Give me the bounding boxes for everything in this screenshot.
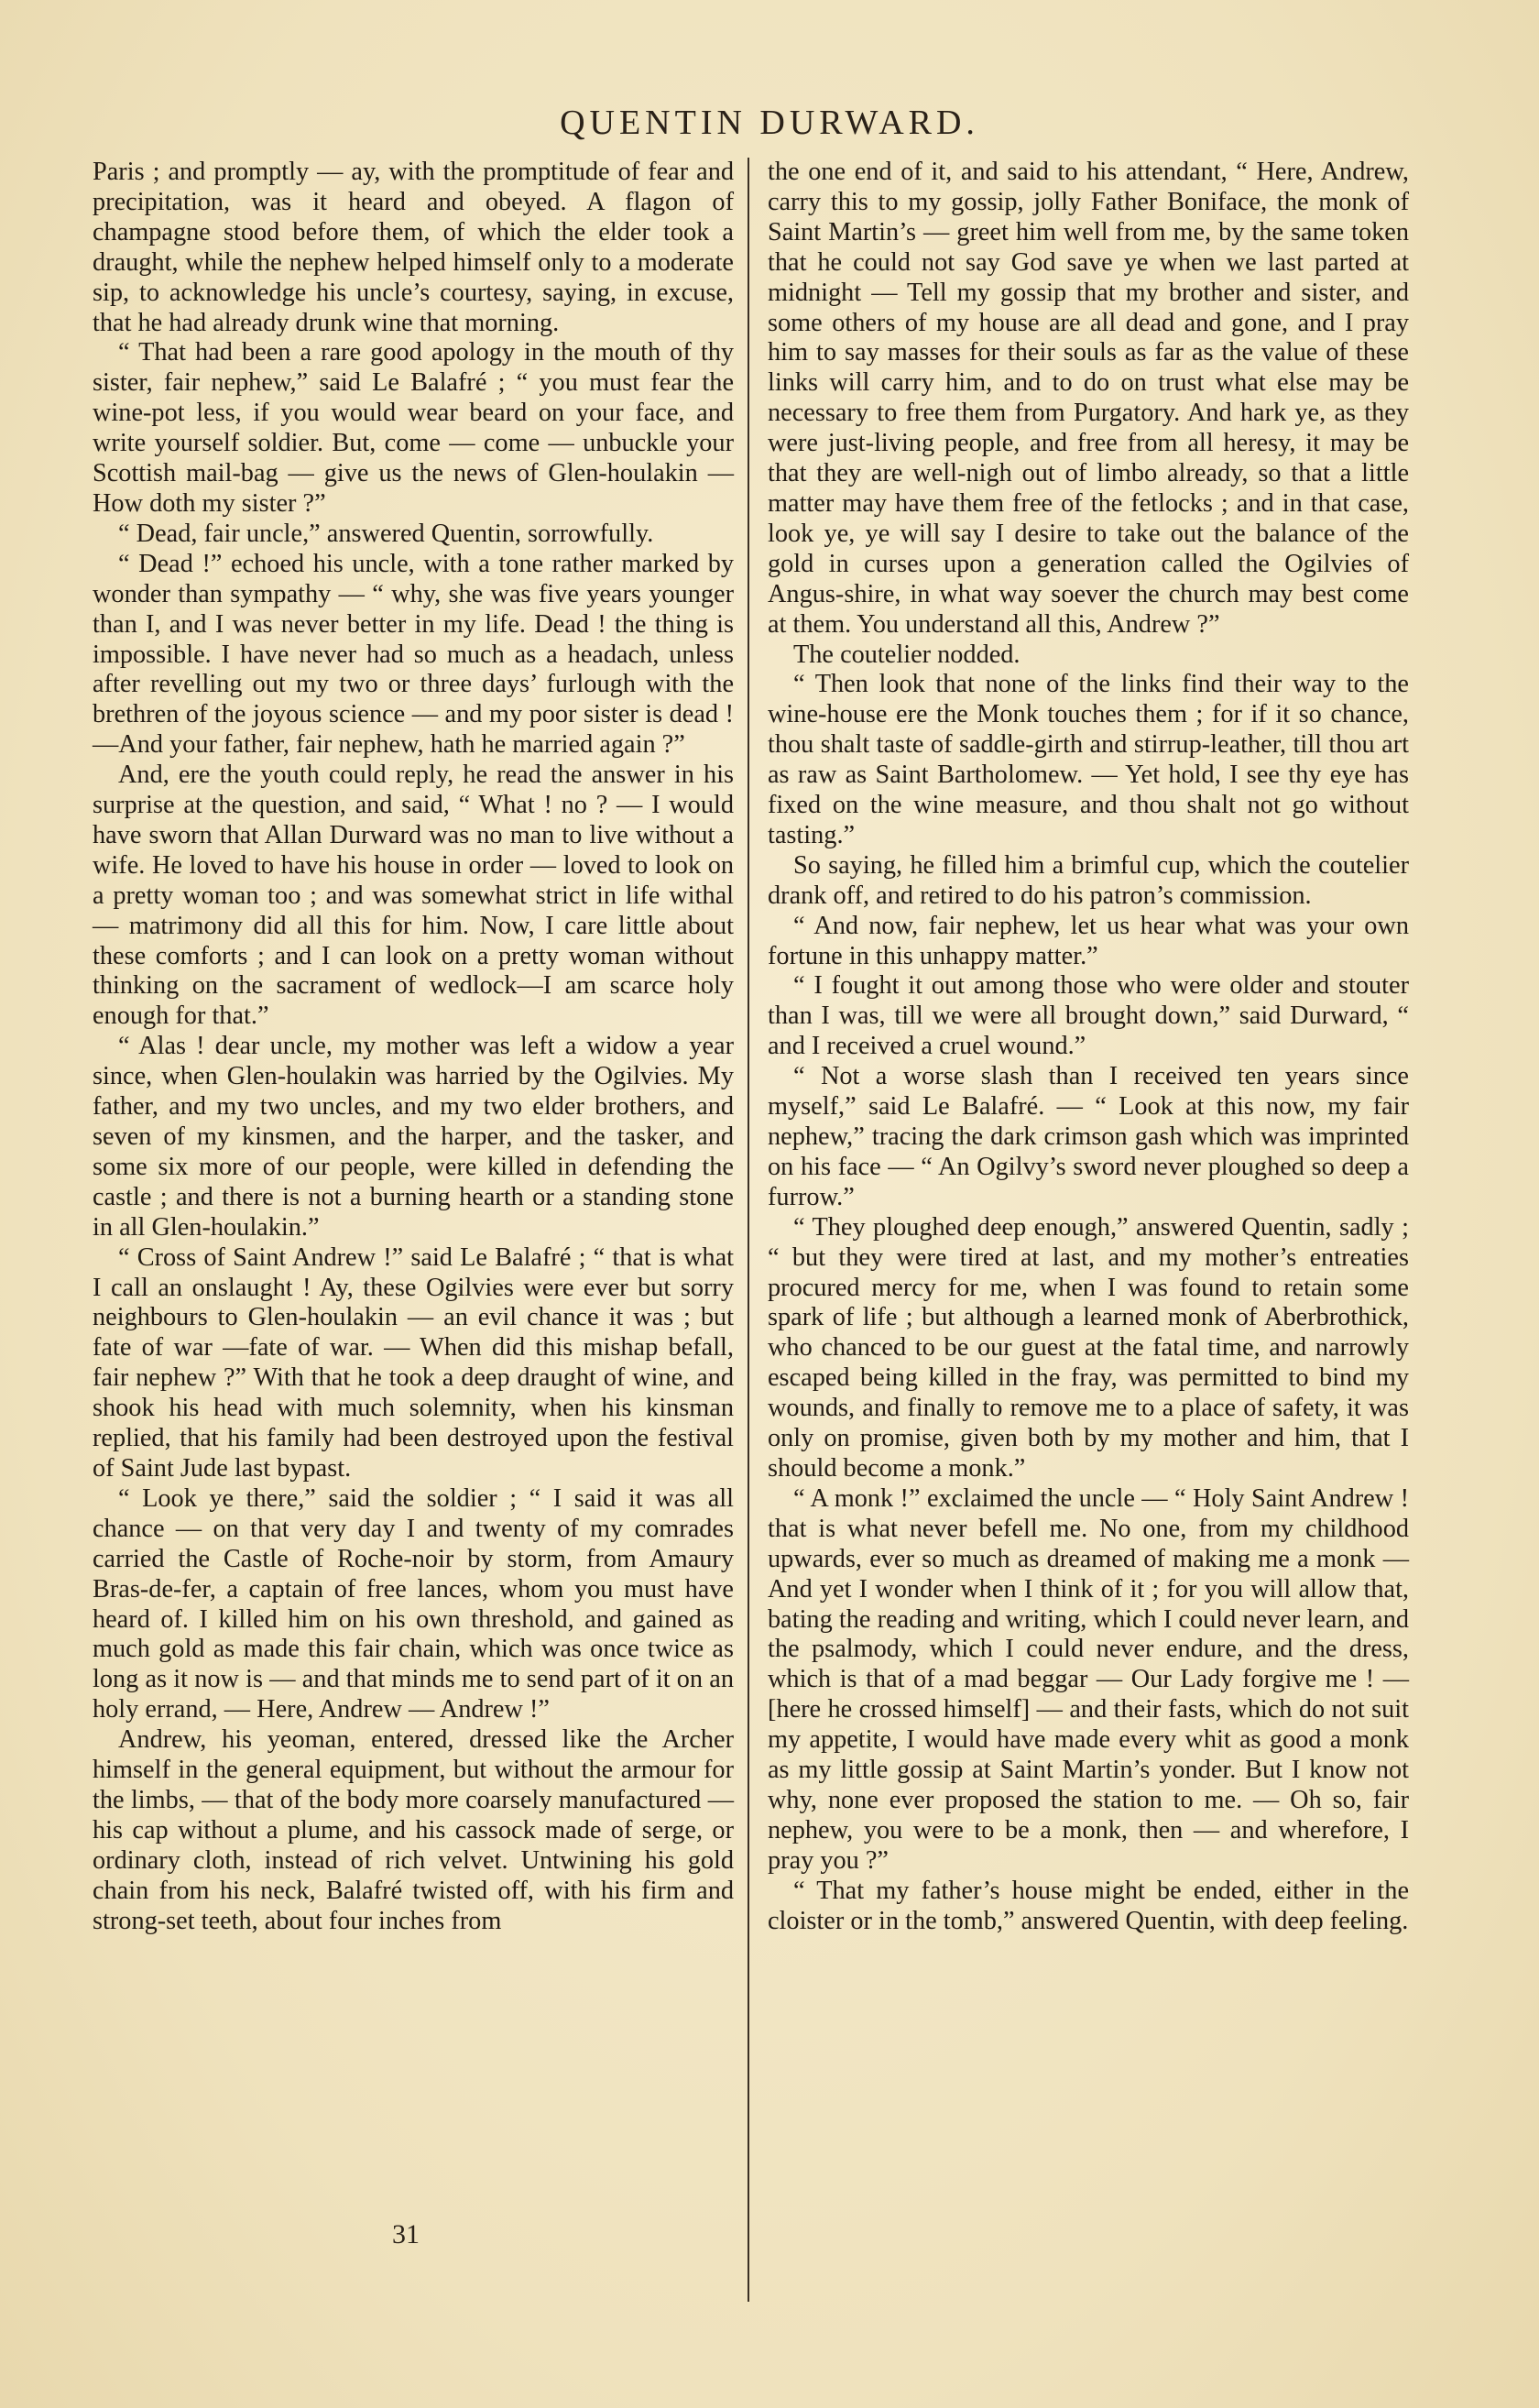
paragraph: So saying, he filled him a brimful cup, which the coutelier drank off, and retired to do his patron’s commission. <box>768 850 1409 910</box>
paragraph: “ Dead, fair uncle,” answered Quentin, sorrowfully. <box>118 519 654 548</box>
paragraph: The coutelier nodded. <box>793 640 1021 669</box>
paragraph: And, ere the youth could reply, he read the answer in his surprise at the question, and said, “ What ! no ? — I would have sworn that Allan Durward was no man to live without a wife. He loved to have his house in order — loved to look on a pretty woman too ; and was somewhat strict in life withal — matrimony did all this for him. Now, I care little about these comforts ; and I can look on a pretty woman without thinking on the sacrament of wedlock—I am scarce holy enough for that.” <box>93 761 734 1031</box>
right-column <box>768 158 1409 1936</box>
paragraph: “ That my father’s house might be ended, either in the cloister or in the tomb,” answered Quentin, with deep feeling. <box>768 1876 1409 1935</box>
running-head: QUENTIN DURWARD. <box>560 104 979 142</box>
paragraph: “ Dead !” echoed his uncle, with a tone rather marked by wonder than sympathy — “ why, she was five years younger than I, and I was never better in my life. Dead ! the thing is impossible. I have never had so much as a headach, unless after revelling out my two or three days’ furlough with the brethren of the joyous science — and my poor sister is dead !—And your father, fair nephew, hath he married again ?” <box>93 549 734 760</box>
paragraph: “ I fought it out among those who were older and stouter than I was, till we were all brought down,” said Durward, “ and I received a cruel wound.” <box>768 971 1409 1061</box>
paragraph: “ That had been a rare good apology in the mouth of thy sister, fair nephew,” said Le Balafré ; “ you must fear the wine-pot less, if you would wear beard on your face, and write yourself soldier. But, come — come — unbuckle your Scottish mail-bag — give us the news of Glen-houlakin — How doth my sister ?” <box>93 338 734 518</box>
column-rule <box>748 158 749 2302</box>
paragraph: Paris ; and promptly — ay, with the promptitude of fear and precipitation, was it heard and obeyed. A flagon of champagne stood before them, of which the elder took a draught, while the nephew helped himself only to a moderate sip, to acknowledge his uncle’s courtesy, saying, in excuse, that he had already drunk wine that morning. <box>93 158 734 337</box>
paragraph: “ Then look that none of the links find their way to the wine-house ere the Monk touches them ; for if it so chance, thou shalt taste of saddle-girth and stirrup-leather, till thou art as raw as Saint Bartholomew. — Yet hold, I see thy eye has fixed on the wine measure, and thou shalt not go without tasting.” <box>768 670 1409 849</box>
paragraph: “ Alas ! dear uncle, my mother was left a widow a year since, when Glen-houlakin was harried by the Ogilvies. My father, and my two uncles, and my two elder brothers, and seven of my kinsmen, and the harper, and the tasker, and some six more of our people, were killed in defending the castle ; and there is not a burning hearth or a standing stone in all Glen-houlakin.” <box>93 1032 734 1242</box>
paragraph: “ And now, fair nephew, let us hear what was your own fortune in this unhappy matter.” <box>768 911 1409 970</box>
paragraph: “ Cross of Saint Andrew !” said Le Balafré ; “ that is what I call an onslaught ! Ay, these Ogilvies were ever but sorry neighbours to Glen-houlakin — an evil chance it was ; but fate of war —fate of war. — When did this mishap befall, fair nephew ?” With that he took a deep draught of wine, and shook his head with much solemnity, when his kinsman replied, that his family had been destroyed upon the festival of Saint Jude last bypast. <box>93 1242 734 1483</box>
left-column <box>93 158 734 1936</box>
page-number: 31 <box>392 2219 420 2249</box>
paragraph: the one end of it, and said to his attendant, “ Here, Andrew, carry this to my gossip, jolly Father Boniface, the monk of Saint Martin’s — greet him well from me, by the same token that he could not say God save ye when we last parted at midnight — Tell my gossip that my brother and sister, and some others of my house are all dead and gone, and I pray him to say masses for their souls as far as the value of these links will carry him, and to do on trust what else may be necessary to free them from Purgatory. And hark ye, as they were just-living people, and free from all heresy, it may be that they are well-nigh out of limbo already, so that a little matter may have them free of the fetlocks ; and in that case, look ye, ye will say I desire to take out the balance of the gold in curses upon a generation called the Ogilvies of Angus-shire, in what way soever the church may best come at them. You understand all this, Andrew ?” <box>768 158 1409 639</box>
paragraph: Andrew, his yeoman, entered, dressed like the Archer himself in the general equipment, but without the armour for the limbs, — that of the body more coarsely manufactured — his cap without a plume, and his cassock made of serge, or ordinary cloth, instead of rich velvet. Untwining his gold chain from his neck, Balafré twisted off, with his firm and strong-set teeth, about four inches from <box>93 1725 734 1935</box>
paragraph: “ Not a worse slash than I received ten years since myself,” said Le Balafré. — “ Look at this now, my fair nephew,” tracing the dark crimson gash which was imprinted on his face — “ An Ogilvy’s sword never ploughed so deep a furrow.” <box>768 1062 1409 1211</box>
paragraph: “ Look ye there,” said the soldier ; “ I said it was all chance — on that very day I and twenty of my comrades carried the Castle of Roche-noir by storm, from Amaury Bras-de-fer, a captain of free lances, whom you must have heard of. I killed him on his own threshold, and gained as much gold as made this fair chain, which was once twice as long as it now is — and that minds me to send part of it on an holy errand, — Here, Andrew — Andrew !” <box>93 1483 734 1724</box>
paragraph: “ They ploughed deep enough,” answered Quentin, sadly ; “ but they were tired at last, and my mother’s entreaties procured mercy for me, when I was found to retain some spark of life ; but although a learned monk of Aberbrothick, who chanced to be our guest at the fatal time, and narrowly escaped being killed in the fray, was permitted to bind my wounds, and finally to remove me to a place of safety, it was only on promise, given both by my mother and him, that I should become a monk.” <box>768 1212 1409 1483</box>
paragraph: “ A monk !” exclaimed the uncle — “ Holy Saint Andrew ! that is what never befell me. No one, from my childhood upwards, ever so much as dreamed of making me a monk — And yet I wonder when I think of it ; for you will allow that, bating the reading and writing, which I could never learn, and the psalmody, which I could never endure, and the dress, which is that of a mad beggar — Our Lady forgive me ! — [here he crossed himself] — and their fasts, which do not suit my appetite, I would have made every whit as good a monk as my little gossip at Saint Martin’s yonder. But I know not why, none ever proposed the station to me. — Oh so, fair nephew, you were to be a monk, then — and wherefore, I pray you ?” <box>768 1483 1409 1875</box>
